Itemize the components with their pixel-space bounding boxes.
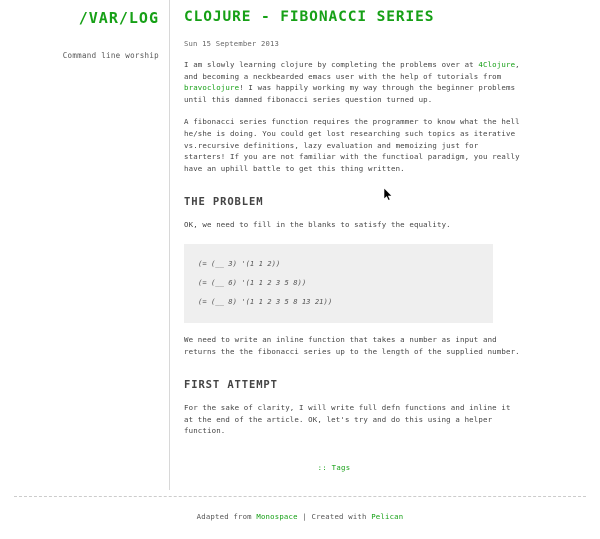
- code-line: (= (__ 6) '(1 1 2 3 5 8)): [198, 277, 307, 287]
- link-bravoclojure[interactable]: bravoclojure: [184, 83, 240, 93]
- mouse-cursor-icon: [384, 188, 393, 201]
- paragraph-problem: OK, we need to fill in the blanks to satisfy the equality.: [184, 220, 451, 230]
- paragraph-explanation: We need to write an inline function that takes a number as input and returns the the fibonacci series up to the length of the supplied number.: [184, 334, 520, 356]
- footer-divider: [14, 496, 586, 497]
- paragraph-intro-part1: I am slowly learning clojure by completing the problems over at: [184, 60, 479, 69]
- paragraph-background: A fibonacci series function requires the programmer to know what the hell he/she is doing. You could get lost researching such topics as iterative vs.recursive definitions, lazy evaluation and memoizing just for starters! If you are not familiar with the functioal paradigm, you really have an uphill battle to get this thing written.: [184, 117, 520, 173]
- code-line: (= (__ 8) '(1 1 2 3 5 8 13 21)): [198, 296, 333, 306]
- heading-first-attempt: FIRST ATTEMPT: [184, 379, 278, 392]
- site-title[interactable]: /VAR/LOG: [78, 9, 159, 27]
- page-title: CLOJURE - FIBONACCI SERIES: [184, 9, 435, 25]
- post-date: Sun 15 September 2013: [184, 39, 280, 48]
- tags-row: [184, 463, 484, 472]
- tags-link[interactable]: :: Tags: [317, 462, 351, 472]
- footer-link-monospace[interactable]: Monospace: [256, 512, 298, 521]
- footer-prefix: Adapted from: [196, 512, 257, 521]
- paragraph-intro-part3: ! I was happily working my way through the beginner problems until this damned fibonacci series question turned up.: [184, 83, 516, 104]
- article: [184, 0, 524, 472]
- paragraph-first-attempt: For the sake of clarity, I will write full defn functions and inline it at the end of the article. OK, let's try and do this using a helper function.: [184, 403, 511, 436]
- paragraph-intro: [184, 59, 524, 105]
- code-block: [184, 244, 493, 323]
- sidebar: [0, 0, 170, 490]
- heading-the-problem: THE PROBLEM: [184, 196, 264, 209]
- code-line: (= (__ 3) '(1 1 2)): [198, 258, 281, 268]
- footer: [0, 512, 600, 521]
- footer-link-pelican[interactable]: Pelican: [371, 512, 404, 521]
- paragraph-intro-part2: , and becoming a neckbearded emacs user with the help of tutorials from: [184, 60, 520, 81]
- link-4clojure[interactable]: 4Clojure: [478, 60, 516, 69]
- footer-middle: | Created with: [297, 512, 372, 521]
- site-tagline: Command line worship: [62, 51, 159, 60]
